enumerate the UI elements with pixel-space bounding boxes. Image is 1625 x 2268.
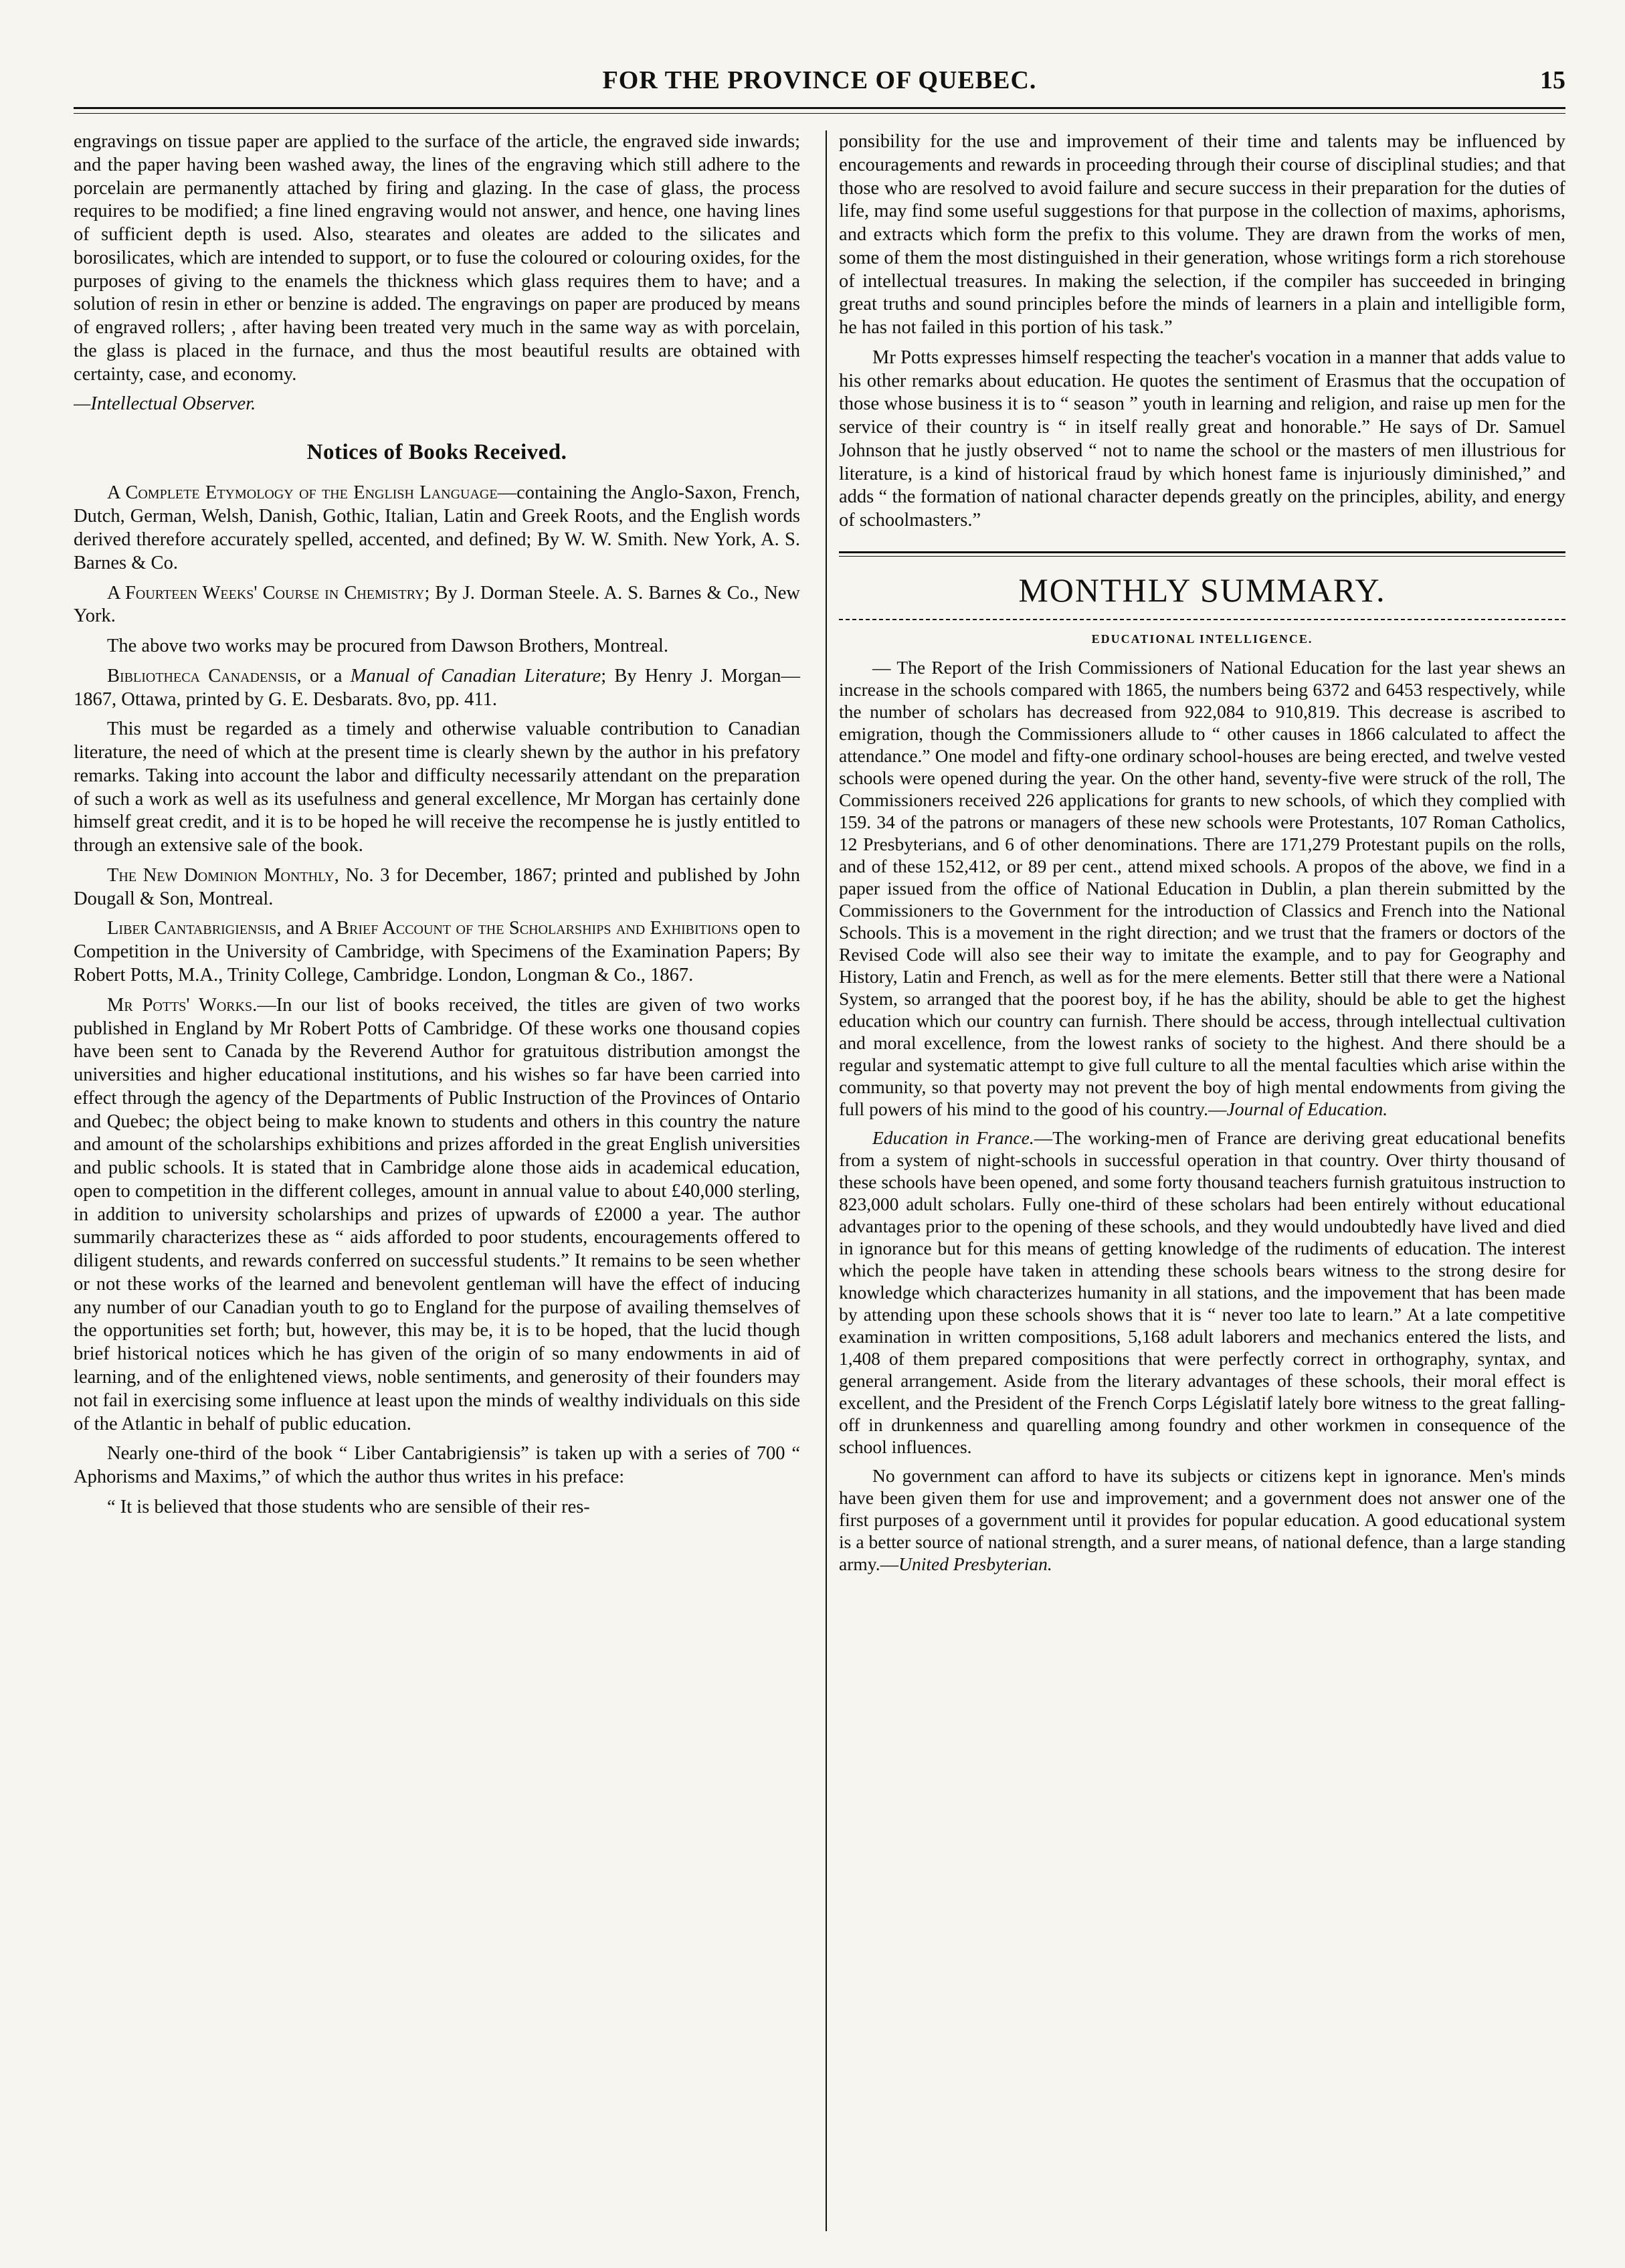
potts-vocation-paragraph	[839, 347, 1565, 533]
monthly-top-rule	[839, 551, 1565, 557]
potts-vocation-text: Mr Potts expresses himself respecting the teacher's vocation in a manner that adds value to his other remarks about education. He quotes the sentiment of Erasmus that the occupation of those whose business it is to “ season ” youth in learning and religion, and raise up men for the service of their country is “ in itself really great and honorable.” He says of Dr. Samuel Johnson that he justly observed “ not to name the school or the masters of men illustrious for literature, is a kind of historical fraud by which honest fame is injuriously diminished,” and adds “ the formation of national character depends greatly on the principles, ability, and energy of schoolmasters.”	[839, 347, 1566, 531]
monthly-dashed-rule	[839, 619, 1565, 620]
book-entry-1	[74, 482, 800, 575]
intro-paragraph	[74, 130, 800, 386]
potts-title: Mr Potts' Works.	[107, 994, 258, 1016]
potts-quote-start-text: “ It is believed that those students who are sensible of their res-	[107, 1496, 590, 1517]
france-text: —The working-men of France are deriving great educational benefits from a system of night-schools in successful operation in that country. Over thirty thousand of these schools have been opened, and some forty thousand teachers furnish gratuitous instruction to 823,000 adult scholars. Fully one-third of these scholars had been entirely without educational advantages prior to the opening of these schools, and they would undoubtedly have lived and died in ignorance but for this means of getting knowledge of the rudiments of education. The interest which the people have taken in attending these schools bears witness to the strong desire for knowledge which characterizes humanity in all stations, and the impovement that has been made by attending upon these schools shows that it is “ never too late to learn.” At a late competitive examination in written compositions, 5,168 adult laborers and mechanics entered the lists, and 1,408 of them prepared compositions that were perfectly correct in orthography, syntax, and general arrangement. Aside from the literary advantages of these schools, their moral effect is excellent, and the President of the French Corps Législatif lately bore witness to the great falling-off in drunkenness and quarelling among foundry and other workmen in consequence of the school influences.	[839, 1127, 1566, 1457]
government-paragraph	[839, 1464, 1565, 1575]
intro-source-text: —Intellectual Observer.	[74, 393, 256, 415]
book4-title: The New Dominion Monthly	[107, 864, 334, 886]
potts-paragraph-2	[74, 1442, 800, 1489]
book3-italic: Manual of Canadian Literature	[350, 665, 601, 686]
irish-report-text: — The Report of the Irish Commissioners of National Education for the last year shews an increase in the schools compared with 1865, the numbers being 6372 and 6453 respectively, while the number of scholars has decreased from 922,084 to 910,819. This decrease is ascribed to emigration, though the Commissioners allude to “ other causes in 1866 calculated to affect the attendance.” One model and fifty-one ordinary school-houses are being erected, and twelve vested schools were opened during the year. On the other hand, seventy-five were struck of the roll, The Commissioners received 226 applications for grants to new schools, of which they complied with 159. 34 of the patrons or managers of these new schools were Protestants, 107 Roman Catholics, 12 Presbyterians, and 6 of other denominations. There are 171,279 Protestant pupils on the rolls, and of these 152,412, or 89 per cent., attend mixed schools. A propos of the above, we find in a paper issued from the office of National Education in Dublin, a plan therein submitted by the Commissioners to the Government for the introduction of Classics and French into the National Schools. This is a movement in the right direction; and we trust that the framers or doctors of the Revised Code will also see their way to imitate the example, and to pay for Geography and History, Latin and French, as well as for the mere elements. Better still that there were a National System, so arranged that the poorest boy, if he has the ability, should be able to get the highest education which our country can furnish. There should be access, through intellectual cultivation and moral excellence, from the lowest ranks of society to the highest. And there should be a regular and systematic attempt to give full culture to all the mental faculties which arise within the community, so that poverty may not prevent the boy of high mental endowments from giving the full powers of his mind to the good of his country.—	[839, 656, 1566, 1119]
notices-heading: Notices of Books Received.	[306, 440, 567, 465]
monthly-summary-title: MONTHLY SUMMARY.	[1018, 571, 1386, 609]
running-title: FOR THE PROVINCE OF QUEBEC.	[602, 66, 1037, 94]
irish-report-source: Journal of Education.	[1226, 1098, 1388, 1119]
book-entry-2	[74, 582, 800, 629]
book1-title: A Complete Etymology of the English Language	[107, 482, 498, 504]
book-entry-5	[74, 917, 800, 987]
page-number: 15	[1540, 66, 1565, 94]
two-column-body	[74, 130, 1565, 2231]
book3-review-text: This must be regarded as a timely and otherwise valuable contribution to Canadian literature, the need of which at the present time is clearly shewn by the author in his prefatory remarks. Taking into account the labor and difficulty necessarily attendant on the preparation of such a work as well as its usefulness and general excellence, Mr Morgan has certainly done himself great credit, and it is to be hoped he will receive the recompense he is justly entitled to through an extensive sale of the book.	[74, 719, 801, 856]
potts-text-2: Nearly one-third of the book “ Liber Cantabrigiensis” is taken up with a series of 700 “ Aphorisms and Maxims,” of which the author thus writes in his preface:	[74, 1443, 801, 1488]
header-rule	[74, 113, 1565, 114]
book2-note	[74, 635, 800, 658]
book5-text: open to Competition in the University of Cambridge, with Specimens of the Examination Papers; By Robert Potts, M.A., Trinity College, Cambridge. London, Longman & Co., 1867.	[74, 918, 801, 985]
government-source: United Presbyterian.	[898, 1553, 1052, 1574]
page-header	[74, 60, 1565, 109]
book3-review	[74, 718, 800, 858]
continuation-paragraph	[839, 130, 1565, 340]
book5-mid: , and	[276, 918, 319, 939]
france-title: Education in France.	[872, 1127, 1034, 1148]
book-entry-3	[74, 665, 800, 712]
book3-text: ; By Henry J. Morgan—1867, Ottawa, printed by G. E. Desbarats. 8vo, pp. 411.	[74, 665, 801, 710]
column-divider	[826, 130, 827, 2231]
book5-title2: A Brief Account of the Scholarships and Exhibitions	[318, 918, 739, 939]
book2-title: A Fourteen Weeks' Course in Chemistry	[107, 582, 425, 603]
irish-report-paragraph	[839, 656, 1565, 1120]
book-entry-4	[74, 864, 800, 911]
potts-quote-start	[74, 1496, 800, 1519]
potts-text: —In our list of books received, the titles are given of two works published in England by Mr Robert Potts of Cambridge. Of these works one thousand copies have been sent to Canada by the Reverend Author for gratuitous distribution amongst the universities and higher educational institutions, and his wishes so far have been carried into effect through the agency of the Departments of Public Instruction of the Provinces of Ontario and Quebec; the object being to make known to students and others in this country the nature and amount of the scholarships exhibitions and prizes afforded in the great English universities and public schools. It is stated that in Cambridge alone those aids in academical education, open to competition in the different colleges, amount in annual value to about £40,000 sterling, in addition to university scholarships and prizes of upwards of £2000 a year. The author summarily characterizes these as “ aids afforded to poor students, encouragements offered to diligent students, and rewards conferred on successful students.” It remains to be seen whether or not these works of the learned and benevolent gentleman will have the effect of inducing any number of our Canadian youth to go to England for the purpose of availing themselves of the opportunities set forth; but, however, this may be, it is to be hoped, that the lucid though brief historical notices which he has given of the origin of so many endowments in aid of learning, and of the enlightened views, noble sentiments, and generosity of their founders may not fail in exercising some influence at least upon the minds of wealthy individuals on this side of the Atlantic in behalf of public education.	[74, 994, 801, 1434]
continuation-text: ponsibility for the use and improvement of their time and talents may be influenced by encouragements and rewards in proceeding through their course of disciplinal studies; and that those who are resolved to avoid failure and secure success in their preparation for the duties of life, may find some useful suggestions for that purpose in the collection of maxims, aphorisms, and extracts which form the prefix to this volume. They are drawn from the works of men, some of them the most distinguished in their generation, whose writings form a rich storehouse of intellectual treasures. In making the selection, if the compiler has succeeded in bringing great truths and sound principles before the minds of learners in a plain and intelligible form, he has not failed in this portion of his task.”	[839, 131, 1566, 339]
book1-text: —containing the Anglo-Saxon, French, Dutch, German, Welsh, Danish, Gothic, Italian, Latin and Greek Roots, and the English words derived therefore accurately spelled, accented, and defined; By W. W. Smith. New York, A. S. Barnes & Co.	[74, 482, 801, 573]
book3-mid: , or a	[296, 665, 351, 686]
left-column	[74, 130, 814, 2231]
right-column	[839, 130, 1565, 2231]
government-text: No government can afford to have its subjects or citizens kept in ignorance. Men's minds have been given them for use and improvement; and a government does not answer one of the first purposes of a government until it provides for popular education. A good educational system is a better source of national strength, and a surer means, of national defence, than a large standing army.—	[839, 1464, 1566, 1574]
intro-text: engravings on tissue paper are applied to the surface of the article, the engraved side inwards; and the paper having been washed away, the lines of the engraving which still adhere to the porcelain are permanently attached by firing and glazing. In the case of glass, the process requires to be modified; a fine lined engraving would not answer, and hence, one having lines of sufficient depth is used. Also, stearates and oleates are added to the silicates and borosilicates, which are intended to support, or to fuse the coloured or colouring oxides, for the purposes of giving to the enamels the thickness which glass requires them to have; and a solution of resin in ether or benzine is added. The engravings on paper are produced by means of engraved rollers; , after having been treated very much in the same way as with porcelain, the glass is placed in the furnace, and thus the most beautiful results are obtained with certainty, case, and economy.	[74, 131, 801, 385]
educational-intelligence-heading: EDUCATIONAL INTELLIGENCE.	[1091, 632, 1313, 646]
page	[74, 60, 1565, 2235]
intro-source	[74, 393, 800, 416]
france-paragraph	[839, 1127, 1565, 1458]
book5-title: Liber Cantabrigiensis	[107, 918, 277, 939]
book2-note-text: The above two works may be procured from Dawson Brothers, Montreal.	[107, 636, 668, 657]
potts-paragraph	[74, 994, 800, 1436]
book2-text: ; By J. Dorman Steele. A. S. Barnes & Co., New York.	[74, 582, 801, 627]
book3-title: Bibliotheca Canadensis	[107, 665, 297, 686]
book4-text: , No. 3 for December, 1867; printed and published by John Dougall & Son, Montreal.	[74, 864, 801, 909]
